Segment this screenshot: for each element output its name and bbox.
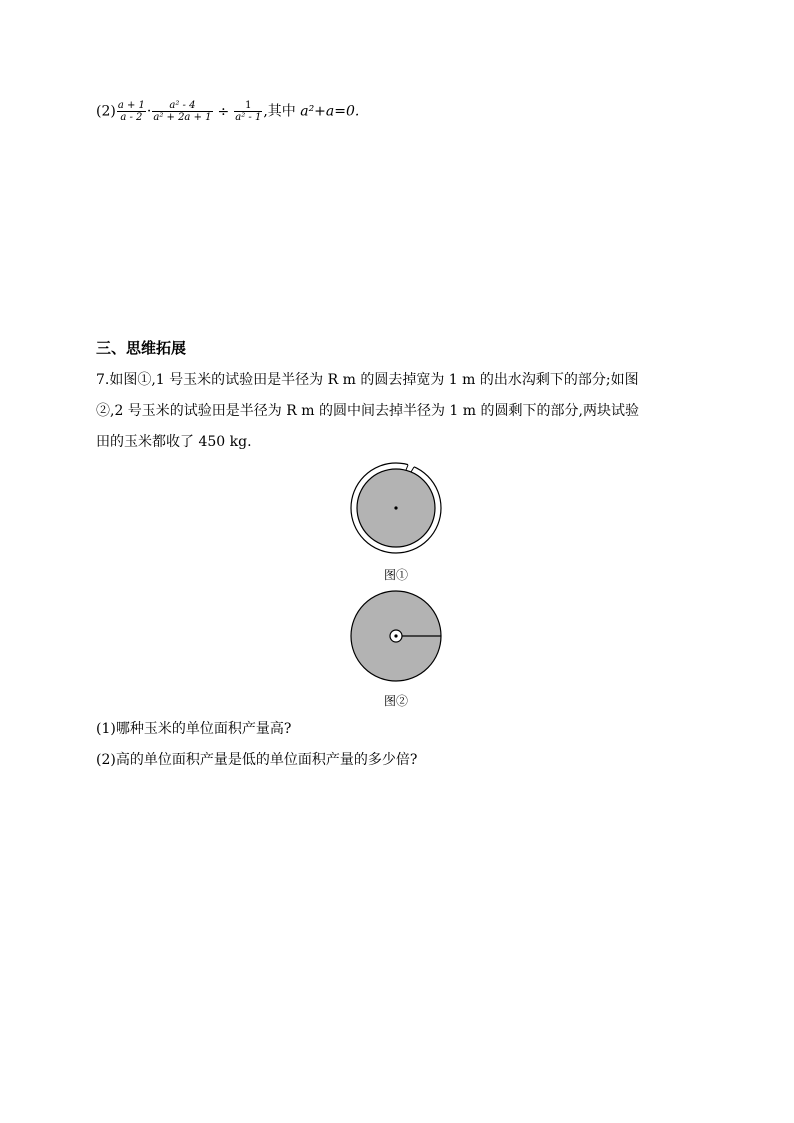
q2-expression [96,100,359,123]
figure-1-center-dot [394,506,397,509]
question-1: (1)哪种玉米的单位面积产量高? [96,721,292,737]
problem7-line3: 田的玉米都收了 450 kg. [96,434,252,450]
fraction-1-denominator: a - 2 [120,112,143,123]
figure-1-diagram [346,461,446,561]
fraction-3-denominator: a² - 1 [235,112,262,123]
multiply-dot: · [146,103,152,120]
fraction-2-denominator: a² + 2a + 1 [153,112,212,123]
q2-label: (2) [96,103,116,120]
question-2: (2)高的单位面积产量是低的单位面积产量的多少倍? [96,752,418,768]
fraction-1-numerator: a + 1 [117,100,145,111]
condition-expression: a²+a=0. [300,103,360,120]
condition-prefix: ,其中 [263,103,301,120]
section-title: 三、思维拓展 [96,339,187,357]
figure-2-diagram [346,589,446,689]
fraction-3 [234,100,262,123]
fraction-2-numerator: a² - 4 [152,100,212,112]
problem7-line1: 7.如图①,1 号玉米的试验田是半径为 R m 的圆去掉宽为 1 m 的出水沟剩下的部分;如图 [96,372,639,388]
fraction-3-numerator: 1 [234,100,262,112]
divide-sign: ÷ [217,103,230,120]
fraction-2 [152,100,212,123]
figure-2-caption: 图② [384,694,409,708]
figure-1-outer-arc-gap [408,465,414,467]
problem7-line2: ②,2 号玉米的试验田是半径为 R m 的圆中间去掉半径为 1 m 的圆剩下的部分,两块试验 [96,403,639,419]
figure-1-caption: 图① [384,568,409,582]
figure-2-center-dot [394,634,397,637]
fraction-1 [117,100,146,123]
